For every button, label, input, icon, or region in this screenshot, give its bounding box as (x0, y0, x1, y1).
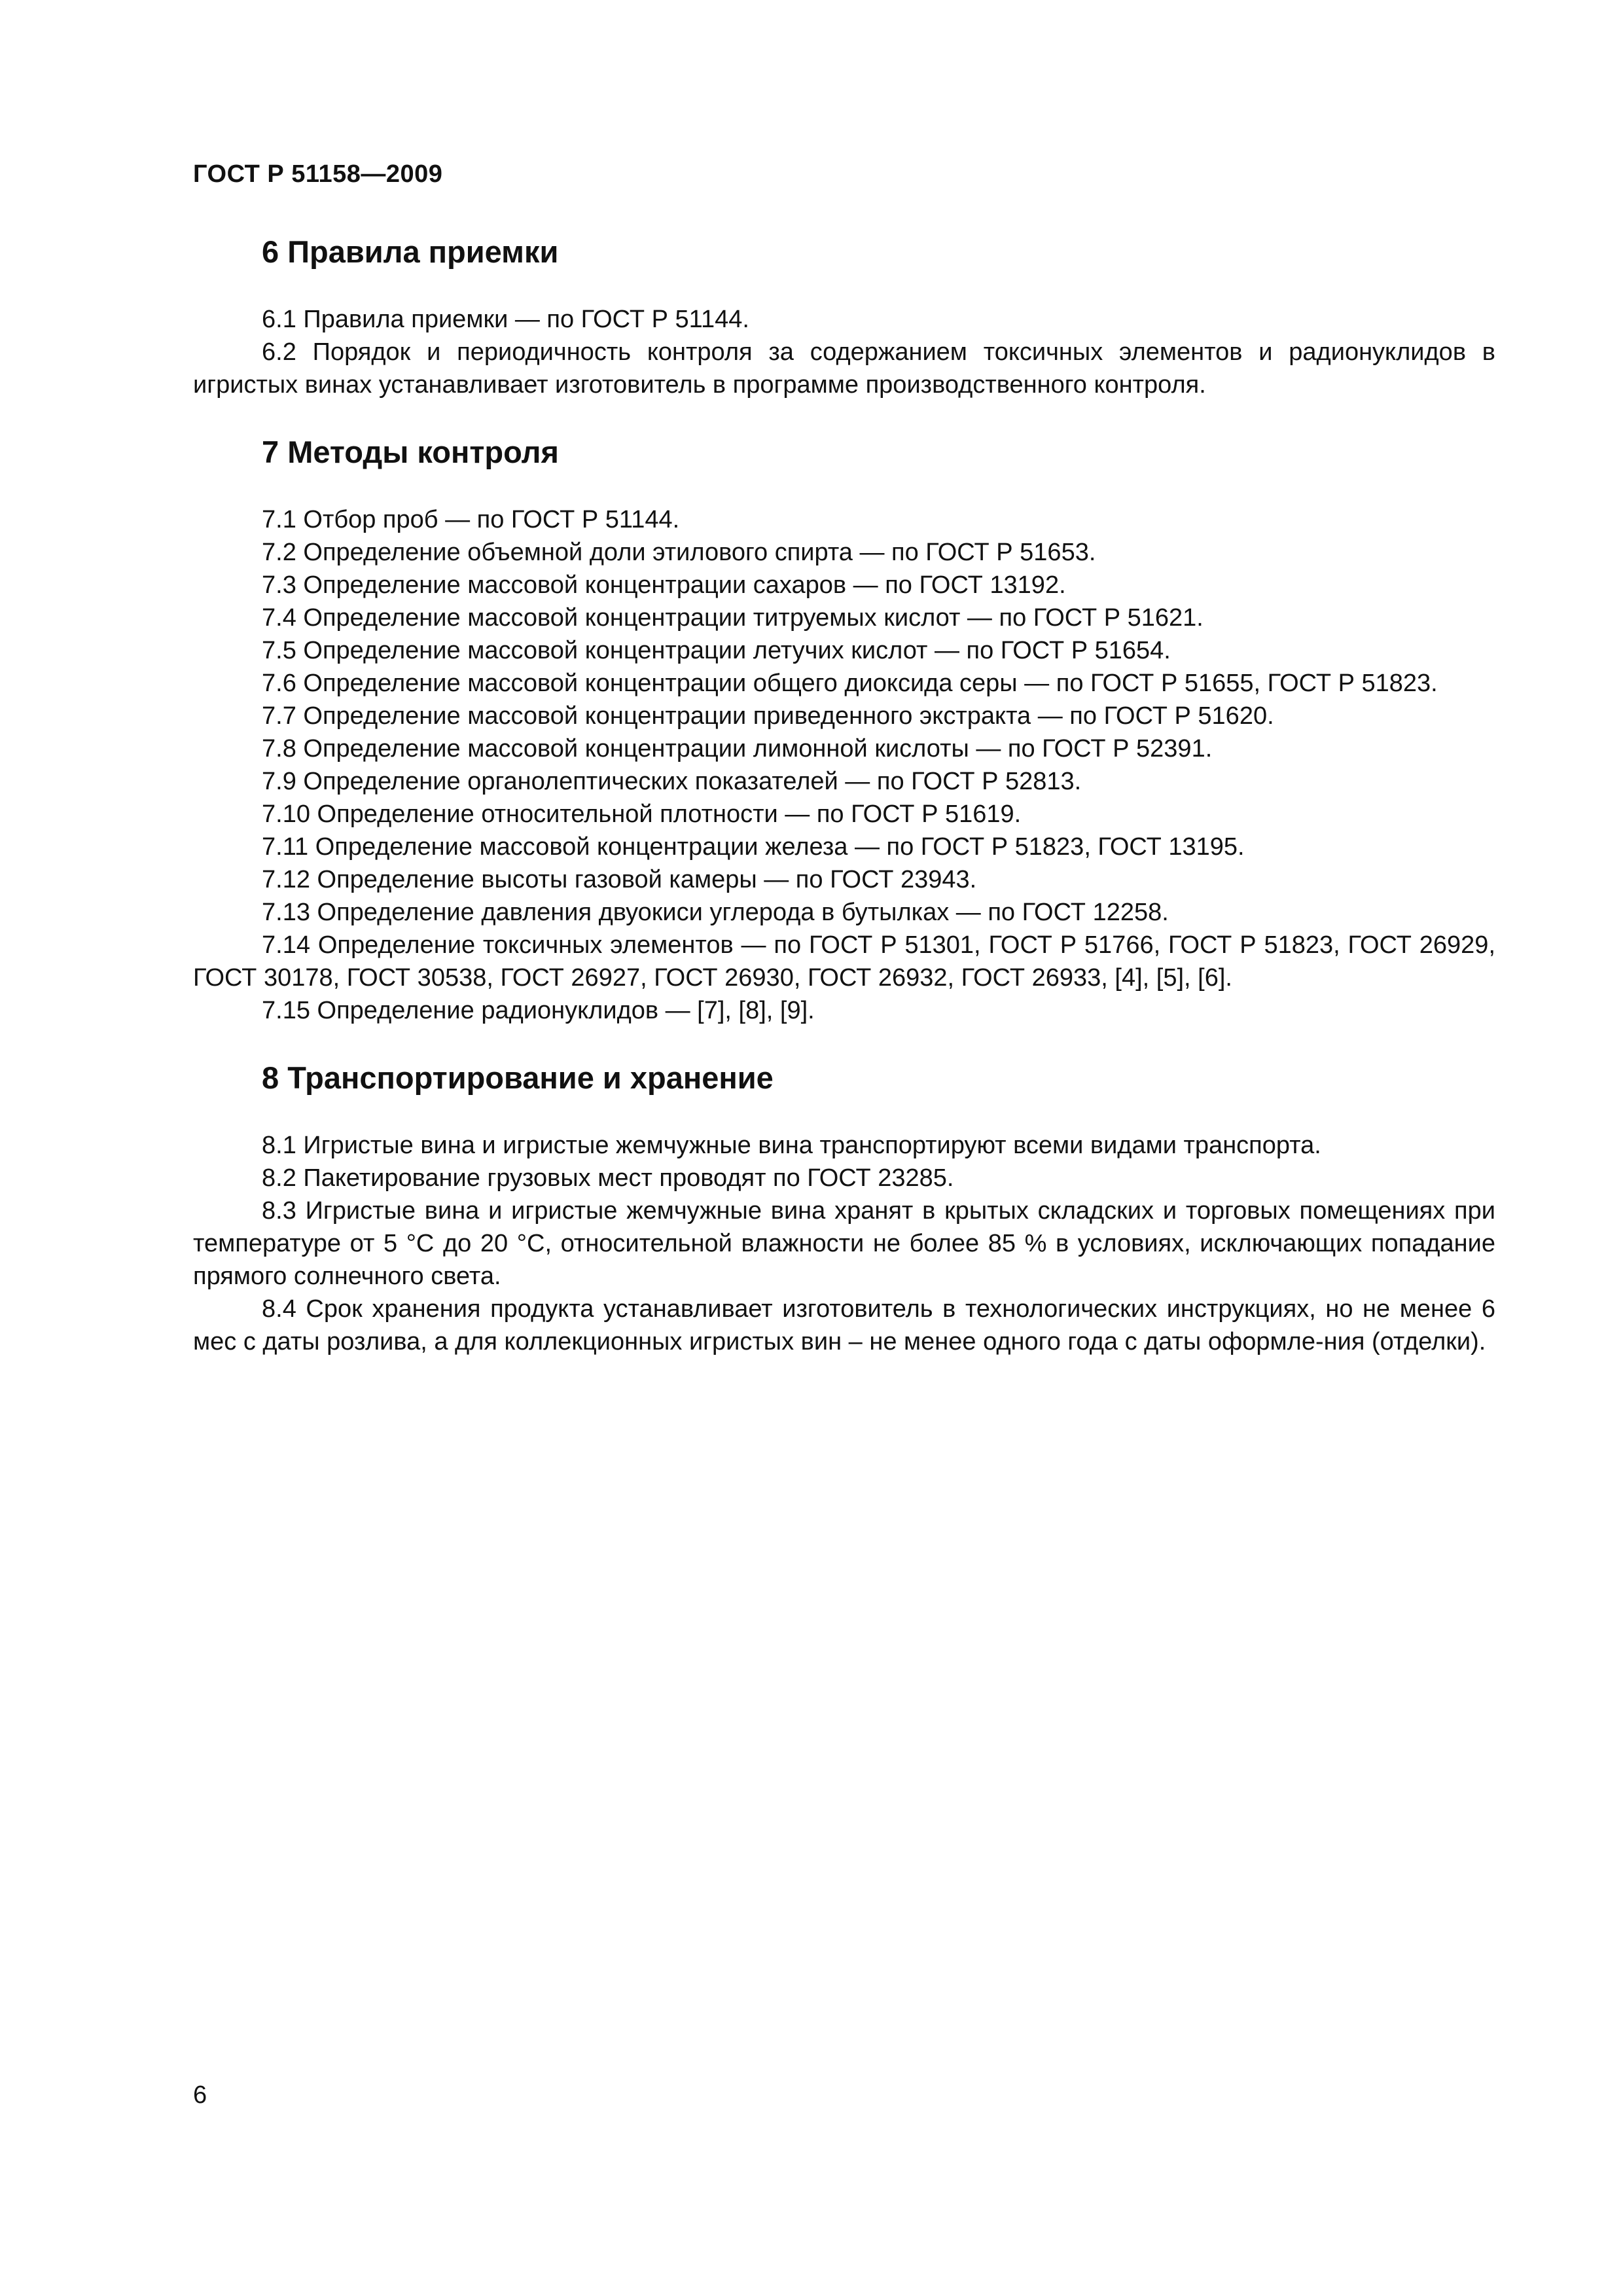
clause-7-14: 7.14 Определение токсичных элементов — по ГОСТ Р 51301, ГОСТ Р 51766, ГОСТ Р 51823, ГОСТ 26929, ГОСТ 30178, ГОСТ 30538, ГОСТ 26927, ГОСТ 26930, ГОСТ 26932, ГОСТ 26933, [4], [5], [6]. (193, 931, 1495, 992)
clause-7-8: 7.8 Определение массовой концентрации лимонной кислоты — по ГОСТ Р 52391. (262, 735, 1213, 762)
clause-7-7: 7.7 Определение массовой концентрации приведенного экстракта — по ГОСТ Р 51620. (262, 702, 1274, 730)
clause-7-1: 7.1 Отбор проб — по ГОСТ Р 51144. (262, 506, 680, 533)
section-7 (193, 433, 1495, 1027)
clause-6-2: 6.2 Порядок и периодичность контроля за содержанием токсичных элементов и радионуклидов в игристых винах устанавливает изготовитель в программе производственного контроля. (193, 338, 1495, 399)
section-8 (193, 1058, 1495, 1358)
clause-7-4: 7.4 Определение массовой концентрации титруемых кислот — по ГОСТ Р 51621. (262, 604, 1204, 632)
clause-7-13: 7.13 Определение давления двуокиси углерода в бутылках — по ГОСТ 12258. (262, 899, 1169, 926)
document-body (193, 232, 1495, 1358)
clause-8-1: 8.1 Игристые вина и игристые жемчужные вина транспортируют всеми видами транспорта. (262, 1132, 1321, 1159)
clause-7-2: 7.2 Определение объемной доли этилового спирта — по ГОСТ Р 51653. (262, 539, 1096, 566)
section-6 (193, 232, 1495, 401)
clause-8-4: 8.4 Срок хранения продукта устанавливает изготовитель в технологических инструкциях, но не менее 6 мес с даты розлива, а для коллекционных игристых вин – не менее одного года с даты оформле-ния (отделки). (193, 1295, 1495, 1355)
section-title: 7 Методы контроля (262, 435, 559, 469)
section-title: 6 Правила приемки (262, 234, 559, 269)
page-number: 6 (193, 2081, 207, 2109)
clause-8-2: 8.2 Пакетирование грузовых мест проводят по ГОСТ 23285. (262, 1164, 954, 1192)
clause-7-12: 7.12 Определение высоты газовой камеры — по ГОСТ 23943. (262, 866, 977, 893)
clause-7-6: 7.6 Определение массовой концентрации общего диоксида серы — по ГОСТ Р 51655, ГОСТ Р 51823. (262, 670, 1438, 697)
clause-8-3: 8.3 Игристые вина и игристые жемчужные вина хранят в крытых складских и торговых помещениях при температуре от 5 °С до 20 °С, относительной влажности не более 85 % в условиях, исключающих попадание прямого солнечного света. (193, 1197, 1495, 1290)
clause-7-5: 7.5 Определение массовой концентрации летучих кислот — по ГОСТ Р 51654. (262, 637, 1171, 664)
clause-7-3: 7.3 Определение массовой концентрации сахаров — по ГОСТ 13192. (262, 571, 1066, 599)
clause-7-10: 7.10 Определение относительной плотности — по ГОСТ Р 51619. (262, 800, 1022, 828)
clause-7-9: 7.9 Определение органолептических показателей — по ГОСТ Р 52813. (262, 768, 1082, 795)
section-title: 8 Транспортирование и хранение (262, 1060, 774, 1095)
clause-6-1: 6.1 Правила приемки — по ГОСТ Р 51144. (262, 306, 749, 333)
clause-7-15: 7.15 Определение радионуклидов — [7], [8], [9]. (262, 997, 815, 1024)
document-code-header: ГОСТ Р 51158—2009 (193, 160, 443, 188)
clause-7-11: 7.11 Определение массовой концентрации железа — по ГОСТ Р 51823, ГОСТ 13195. (262, 833, 1245, 861)
